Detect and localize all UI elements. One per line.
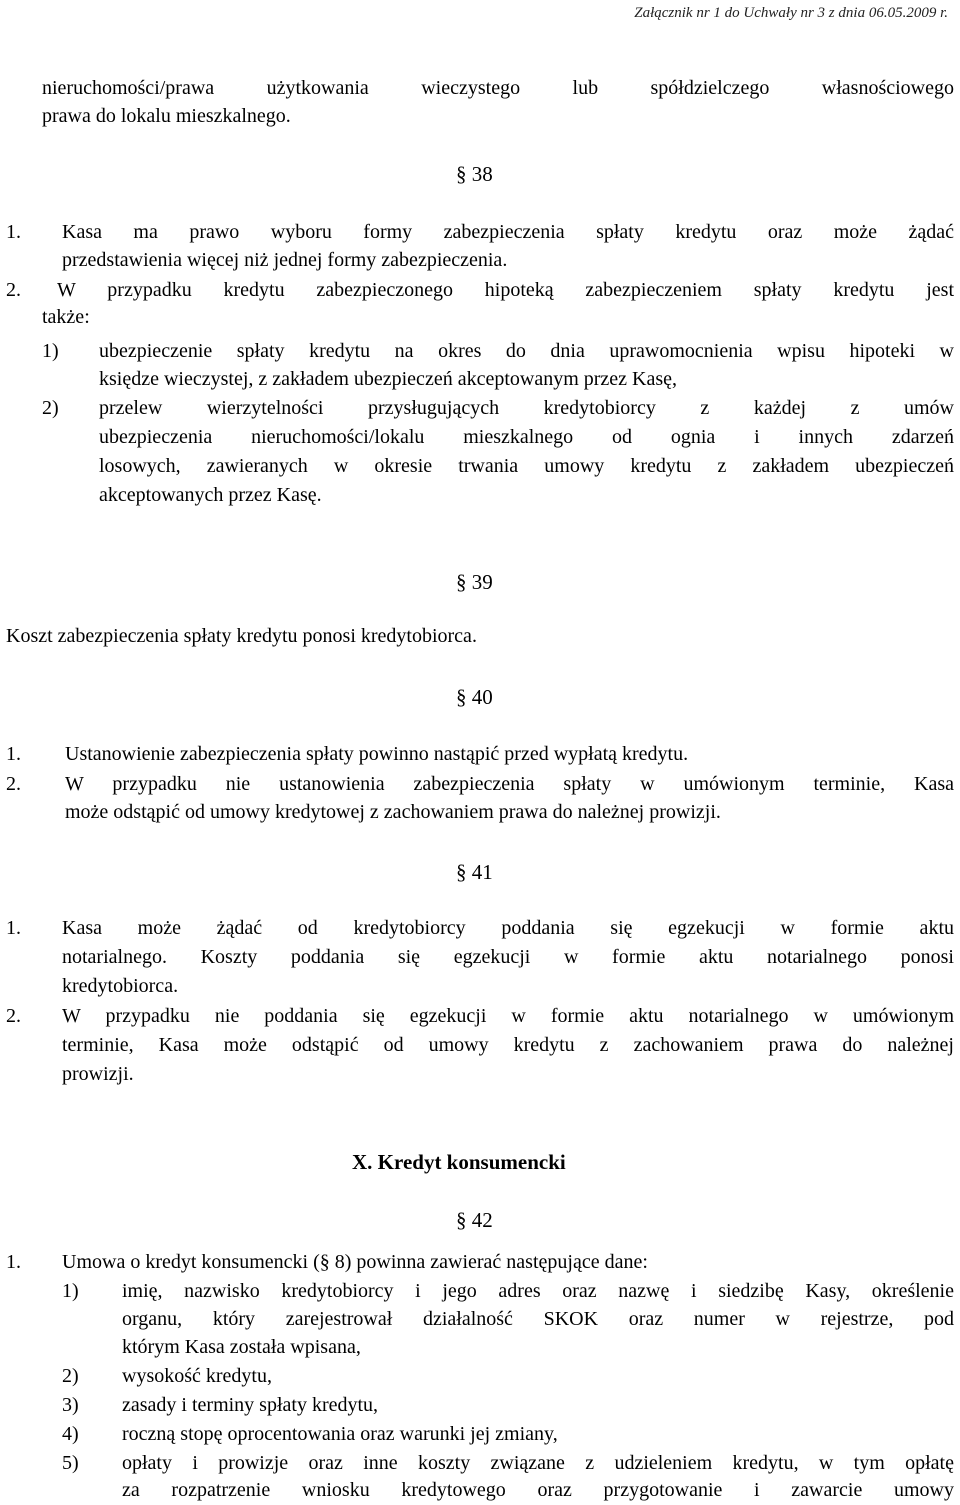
subitem-line: ubezpieczenia nieruchomości/lokalu mieszkalnego od ognia i innych zdarzeń xyxy=(99,426,954,448)
subitem-line: za rozpatrzenie wniosku kredytowego oraz przygotowanie i zawarcie umowy xyxy=(122,1479,954,1501)
subitem-number: 5) xyxy=(62,1452,79,1474)
page-header: Załącznik nr 1 do Uchwały nr 3 z dnia 06.05.2009 r. xyxy=(634,5,948,21)
section-heading: § 38 xyxy=(456,162,493,186)
subitem-line: imię, nazwisko kredytobiorcy i jego adres oraz nazwę i siedzibę Kasy, określenie xyxy=(122,1280,954,1302)
section-heading: § 39 xyxy=(456,570,493,594)
subitem-line: księdze wieczystej, z zakładem ubezpieczeń akceptowanym przez Kasę, xyxy=(99,368,678,390)
paragraph-line: Koszt zabezpieczenia spłaty kredytu ponosi kredytobiorca. xyxy=(6,625,477,647)
subitem-line: którym Kasa została wpisana, xyxy=(122,1336,361,1358)
subitem-line: ubezpieczenie spłaty kredytu na okres do dnia uprawomocnienia wpisu hipoteki w xyxy=(99,340,954,362)
subitem-number: 3) xyxy=(62,1394,79,1416)
item-number: 1. xyxy=(6,221,21,243)
section-heading: § 41 xyxy=(456,860,493,884)
item-line: także: xyxy=(42,306,90,328)
item-number: 2. xyxy=(6,773,21,795)
item-line: Umowa o kredyt konsumencki (§ 8) powinna zawierać następujące dane: xyxy=(62,1251,648,1273)
section-heading: § 42 xyxy=(456,1208,493,1232)
subitem-number: 2) xyxy=(42,397,59,419)
item-line: przedstawienia więcej niż jednej formy zabezpieczenia. xyxy=(62,249,508,271)
item-line: Kasa może żądać od kredytobiorcy poddania się egzekucji w formie aktu xyxy=(62,917,954,939)
item-number: 2. xyxy=(6,279,21,301)
item-line: notarialnego. Koszty poddania się egzekucji w formie aktu notarialnego ponosi xyxy=(62,946,954,968)
item-line: prowizji. xyxy=(62,1063,134,1085)
subitem-line: akceptowanych przez Kasę. xyxy=(99,484,322,506)
subitem-line: zasady i terminy spłaty kredytu, xyxy=(122,1394,379,1416)
item-line: W przypadku nie ustanowienia zabezpieczenia spłaty w umówionym terminie, Kasa xyxy=(65,773,954,795)
item-line: Kasa ma prawo wyboru formy zabezpieczenia spłaty kredytu oraz może żądać xyxy=(62,221,954,243)
item-line: W przypadku kredytu zabezpieczonego hipoteką zabezpieczeniem spłaty kredytu jest xyxy=(57,279,954,301)
subitem-number: 4) xyxy=(62,1423,79,1445)
subitem-line: roczną stopę oprocentowania oraz warunki jej zmiany, xyxy=(122,1423,558,1445)
item-number: 1. xyxy=(6,743,21,765)
subitem-line: przelew wierzytelności przysługujących kredytobiorcy z każdej z umów xyxy=(99,397,954,419)
item-line: W przypadku nie poddania się egzekucji w formie aktu notarialnego w umówionym xyxy=(62,1005,954,1027)
chapter-title: X. Kredyt konsumencki xyxy=(352,1150,566,1174)
item-line: terminie, Kasa może odstąpić od umowy kredytu z zachowaniem prawa do należnej xyxy=(62,1034,954,1056)
item-line: Ustanowienie zabezpieczenia spłaty powinno nastąpić przed wypłatą kredytu. xyxy=(65,743,689,765)
subitem-number: 1) xyxy=(42,340,59,362)
subitem-line: losowych, zawieranych w okresie trwania umowy kredytu z zakładem ubezpieczeń xyxy=(99,455,954,477)
item-number: 2. xyxy=(6,1005,21,1027)
subitem-line: opłaty i prowizje oraz inne koszty związane z udzieleniem kredytu, w tym opłatę xyxy=(122,1452,954,1474)
paragraph-line: nieruchomości/prawa użytkowania wieczystego lub spółdzielczego własnościowego xyxy=(42,77,954,99)
subitem-line: wysokość kredytu, xyxy=(122,1365,272,1387)
item-number: 1. xyxy=(6,917,21,939)
subitem-number: 2) xyxy=(62,1365,79,1387)
paragraph-line: prawa do lokalu mieszkalnego. xyxy=(42,105,291,127)
subitem-line: organu, który zarejestrował działalność SKOK oraz numer w rejestrze, pod xyxy=(122,1308,954,1330)
subitem-number: 1) xyxy=(62,1280,79,1302)
item-line: może odstąpić od umowy kredytowej z zachowaniem prawa do należnej prowizji. xyxy=(65,801,721,823)
item-line: kredytobiorca. xyxy=(62,975,179,997)
item-number: 1. xyxy=(6,1251,21,1273)
section-heading: § 40 xyxy=(456,685,493,709)
